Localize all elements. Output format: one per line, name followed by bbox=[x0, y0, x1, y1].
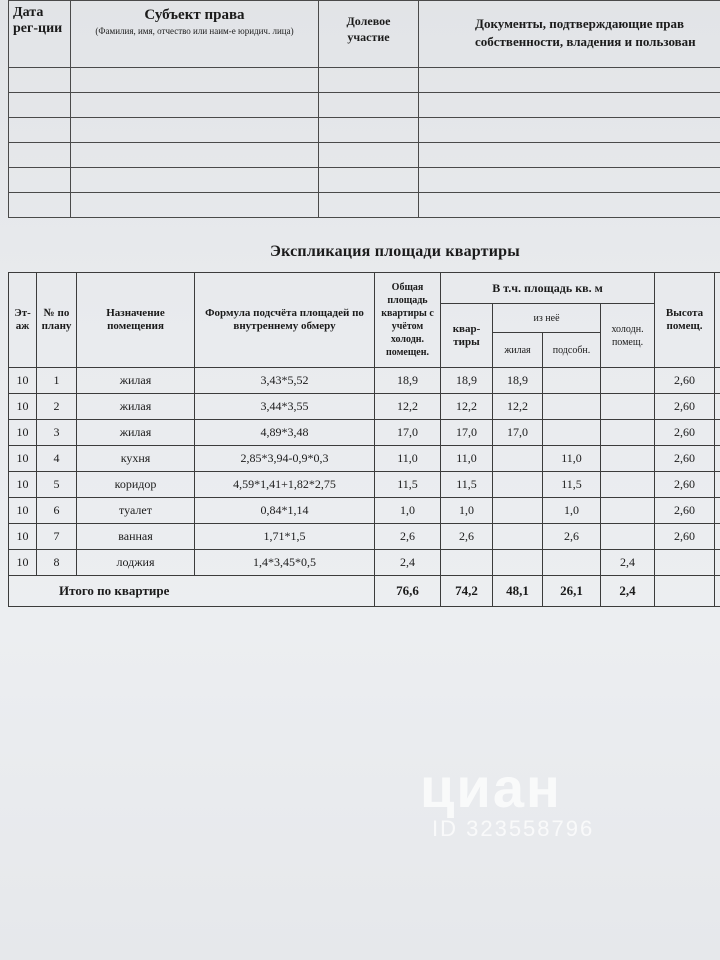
cell-formula: 1,4*3,45*0,5 bbox=[195, 550, 375, 576]
cell-plan-no: 8 bbox=[37, 550, 77, 576]
header-purpose: Назначение помещения bbox=[77, 273, 195, 368]
header-floor: Эт-аж bbox=[9, 273, 37, 368]
cell-living: 12,2 bbox=[493, 394, 543, 420]
header-date bbox=[9, 1, 71, 68]
cell-plan-no: 4 bbox=[37, 446, 77, 472]
cell-height: 2,60 bbox=[655, 524, 715, 550]
header-total-area: Общая площадь квартиры с учётом холодн. помещен. bbox=[375, 273, 441, 368]
cell-floor: 10 bbox=[9, 446, 37, 472]
cell-auxiliary: 2,6 bbox=[543, 524, 601, 550]
cell-height: 2,60 bbox=[655, 368, 715, 394]
cell-apartment bbox=[441, 550, 493, 576]
cell-cold bbox=[601, 368, 655, 394]
table-row bbox=[9, 446, 720, 472]
cell-formula: 2,85*3,94-0,9*0,3 bbox=[195, 446, 375, 472]
cell-floor: 10 bbox=[9, 472, 37, 498]
cell-height: 2,60 bbox=[655, 446, 715, 472]
cell-total-area: 18,9 bbox=[375, 368, 441, 394]
cell-cold bbox=[601, 472, 655, 498]
cell-auxiliary: 11,5 bbox=[543, 472, 601, 498]
cell-extra bbox=[715, 550, 720, 576]
header-share-line1: Долевое bbox=[346, 14, 391, 28]
header-living: жилая bbox=[493, 333, 543, 368]
cell-height: 2,60 bbox=[655, 472, 715, 498]
cell-height: 2,60 bbox=[655, 498, 715, 524]
cell-living bbox=[493, 498, 543, 524]
total-living: 48,1 bbox=[493, 576, 543, 607]
cell-extra bbox=[715, 368, 720, 394]
cell-formula: 4,59*1,41+1,82*2,75 bbox=[195, 472, 375, 498]
table-row bbox=[9, 472, 720, 498]
header-of-which: из неё bbox=[493, 304, 601, 333]
total-height bbox=[655, 576, 715, 607]
cell-apartment: 18,9 bbox=[441, 368, 493, 394]
header-share bbox=[319, 1, 419, 68]
cell-living bbox=[493, 446, 543, 472]
cell-height: 2,60 bbox=[655, 394, 715, 420]
cell-purpose: лоджия bbox=[77, 550, 195, 576]
cell-apartment: 17,0 bbox=[441, 420, 493, 446]
header-apartment: квар-тиры bbox=[441, 304, 493, 368]
cell-floor: 10 bbox=[9, 498, 37, 524]
header-subject-note: (Фамилия, имя, отчество или наим-е юридич. лица) bbox=[95, 26, 294, 36]
cell-extra bbox=[715, 524, 720, 550]
cell-cold bbox=[601, 394, 655, 420]
header-formula: Формула подсчёта площадей по внутреннему обмеру bbox=[195, 273, 375, 368]
cell-living bbox=[493, 550, 543, 576]
cell-extra bbox=[715, 472, 720, 498]
cell-cold bbox=[601, 446, 655, 472]
rights-empty-row bbox=[9, 93, 720, 118]
cell-formula: 3,43*5,52 bbox=[195, 368, 375, 394]
cell-cold bbox=[601, 420, 655, 446]
header-plan-no: № по плану bbox=[37, 273, 77, 368]
cell-extra bbox=[715, 394, 720, 420]
cell-total-area: 2,4 bbox=[375, 550, 441, 576]
total-extra bbox=[715, 576, 720, 607]
cell-purpose: ванная bbox=[77, 524, 195, 550]
cell-plan-no: 2 bbox=[37, 394, 77, 420]
cell-total-area: 12,2 bbox=[375, 394, 441, 420]
cell-apartment: 2,6 bbox=[441, 524, 493, 550]
cell-total-area: 11,5 bbox=[375, 472, 441, 498]
cell-auxiliary bbox=[543, 368, 601, 394]
explication-title: Экспликация площади квартиры bbox=[270, 243, 520, 260]
cell-plan-no: 1 bbox=[37, 368, 77, 394]
cell-total-area: 11,0 bbox=[375, 446, 441, 472]
cell-extra bbox=[715, 446, 720, 472]
cell-living: 17,0 bbox=[493, 420, 543, 446]
explication-body bbox=[9, 368, 720, 576]
table-row bbox=[9, 524, 720, 550]
watermark-id: ID 323558796 bbox=[432, 816, 595, 841]
cell-height: 2,60 bbox=[655, 420, 715, 446]
header-height: Высота помещ. bbox=[655, 273, 715, 368]
cell-purpose: коридор bbox=[77, 472, 195, 498]
table-row bbox=[9, 394, 720, 420]
rights-empty-row bbox=[9, 168, 720, 193]
cell-floor: 10 bbox=[9, 524, 37, 550]
cell-purpose: жилая bbox=[77, 420, 195, 446]
cell-auxiliary bbox=[543, 394, 601, 420]
cell-formula: 1,71*1,5 bbox=[195, 524, 375, 550]
rights-empty-row bbox=[9, 143, 720, 168]
cell-auxiliary bbox=[543, 420, 601, 446]
cell-auxiliary bbox=[543, 550, 601, 576]
table-row bbox=[9, 498, 720, 524]
cell-apartment: 11,5 bbox=[441, 472, 493, 498]
cell-cold: 2,4 bbox=[601, 550, 655, 576]
cian-watermark bbox=[420, 756, 595, 842]
cell-floor: 10 bbox=[9, 394, 37, 420]
rights-empty-row bbox=[9, 118, 720, 143]
total-area: 76,6 bbox=[375, 576, 441, 607]
cell-floor: 10 bbox=[9, 368, 37, 394]
header-subject bbox=[71, 1, 319, 68]
total-cold: 2,4 bbox=[601, 576, 655, 607]
total-auxiliary: 26,1 bbox=[543, 576, 601, 607]
cell-living bbox=[493, 524, 543, 550]
cell-purpose: кухня bbox=[77, 446, 195, 472]
header-docs-line2: собственности, владения и пользован bbox=[475, 34, 696, 49]
cell-extra bbox=[715, 498, 720, 524]
cell-auxiliary: 1,0 bbox=[543, 498, 601, 524]
rights-empty-row bbox=[9, 193, 720, 218]
cell-living: 18,9 bbox=[493, 368, 543, 394]
header-date-line2: рег-ции bbox=[13, 21, 63, 36]
cell-formula: 4,89*3,48 bbox=[195, 420, 375, 446]
table-row bbox=[9, 420, 720, 446]
cell-apartment: 1,0 bbox=[441, 498, 493, 524]
explication-table bbox=[8, 272, 720, 607]
rights-empty-row bbox=[9, 68, 720, 93]
cell-apartment: 11,0 bbox=[441, 446, 493, 472]
cell-purpose: жилая bbox=[77, 368, 195, 394]
cell-plan-no: 5 bbox=[37, 472, 77, 498]
header-documents bbox=[419, 1, 720, 68]
cell-plan-no: 6 bbox=[37, 498, 77, 524]
header-incl-area: В т.ч. площадь кв. м bbox=[441, 273, 655, 304]
cell-purpose: туалет bbox=[77, 498, 195, 524]
header-date-line1: Дата bbox=[13, 5, 44, 20]
cell-purpose: жилая bbox=[77, 394, 195, 420]
cell-height bbox=[655, 550, 715, 576]
rights-header-row bbox=[9, 1, 720, 68]
total-row bbox=[9, 576, 720, 607]
header-docs-line1: Документы, подтверждающие прав bbox=[475, 16, 684, 31]
cell-living bbox=[493, 472, 543, 498]
cell-plan-no: 3 bbox=[37, 420, 77, 446]
cell-auxiliary: 11,0 bbox=[543, 446, 601, 472]
cell-cold bbox=[601, 498, 655, 524]
cell-apartment: 12,2 bbox=[441, 394, 493, 420]
total-apartment: 74,2 bbox=[441, 576, 493, 607]
cell-floor: 10 bbox=[9, 420, 37, 446]
cell-extra bbox=[715, 420, 720, 446]
cell-formula: 3,44*3,55 bbox=[195, 394, 375, 420]
cell-cold bbox=[601, 524, 655, 550]
header-share-line2: участие bbox=[347, 30, 390, 44]
cell-total-area: 17,0 bbox=[375, 420, 441, 446]
header-cold: холодн. помещ. bbox=[601, 304, 655, 368]
cell-total-area: 2,6 bbox=[375, 524, 441, 550]
cell-formula: 0,84*1,14 bbox=[195, 498, 375, 524]
table-row bbox=[9, 550, 720, 576]
header-auxiliary: подсобн. bbox=[543, 333, 601, 368]
exp-header-row-1 bbox=[9, 273, 720, 304]
total-label: Итого по квартире bbox=[9, 576, 375, 607]
table-row bbox=[9, 368, 720, 394]
cell-floor: 10 bbox=[9, 550, 37, 576]
header-extra bbox=[715, 273, 720, 368]
watermark-logo: циан bbox=[420, 756, 562, 819]
cell-plan-no: 7 bbox=[37, 524, 77, 550]
cell-total-area: 1,0 bbox=[375, 498, 441, 524]
rights-table bbox=[8, 0, 720, 218]
header-subject-title: Субъект права bbox=[144, 7, 245, 23]
